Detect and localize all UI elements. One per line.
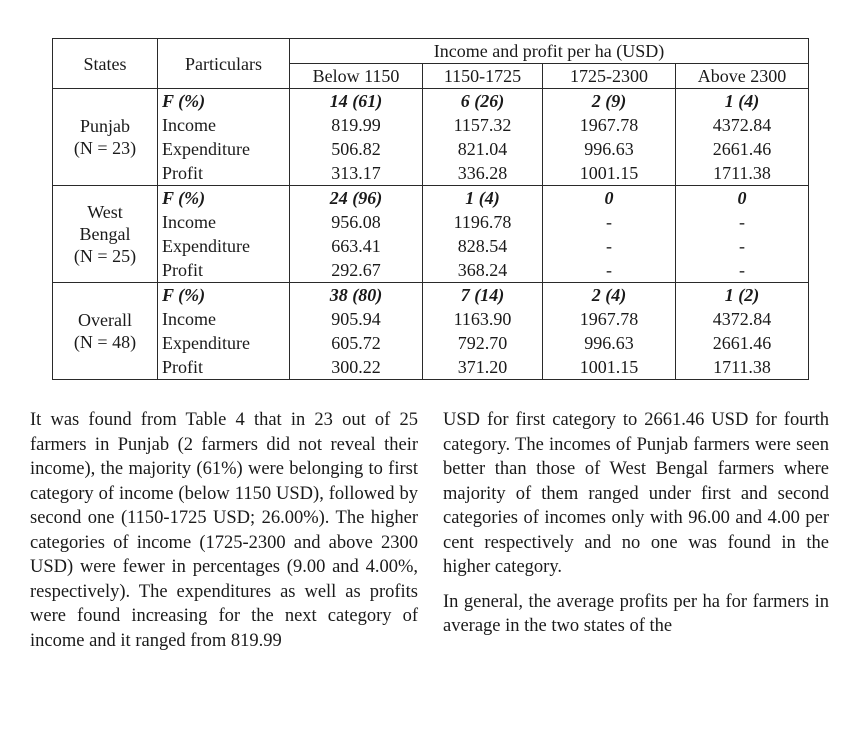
table-row [53, 161, 809, 186]
row-label: Expenditure [158, 234, 290, 258]
row-label: F (%) [158, 186, 290, 211]
table-cell: 663.41 [290, 234, 423, 258]
row-label: Income [158, 113, 290, 137]
table-cell: 1 (2) [676, 283, 809, 308]
table-row [53, 234, 809, 258]
table-cell: 2661.46 [676, 331, 809, 355]
state-n: (N = 25) [73, 246, 137, 266]
table-cell: 1 (4) [676, 89, 809, 114]
table-row [53, 258, 809, 283]
row-label: Profit [158, 258, 290, 283]
table-cell: 2 (9) [543, 89, 676, 114]
text-column-right [443, 408, 829, 649]
paragraph-right-2: In general, the average profits per ha for farmers in average in the two states of the [443, 591, 829, 636]
header-particulars: Particulars [158, 39, 290, 89]
table-row [53, 331, 809, 355]
paragraph-right-1: USD for first category to 2661.46 USD for fourth category. The incomes of Punjab farmers were seen better than those of West Bengal farmers where majority of them ranged under first and second categories of incomes only with 96.00 and 4.00 per cent respectively and no one was found in the higher category. [443, 410, 829, 577]
table-cell: 300.22 [290, 355, 423, 380]
paragraph-left: It was found from Table 4 that in 23 out of 25 farmers in Punjab (2 farmers did not reveal their income), the majority (61%) were belonging to first category of income (below 1150 USD), followed by second one (1150-1725 USD; 26.00%). The higher categories of income (1725-2300 and above 2300 USD) were fewer in percentages (9.00 and 4.00%, respectively). The expenditures as well as profits were found increasing for the next category of income and it ranged from 819.99 [30, 410, 418, 651]
row-label: Income [158, 210, 290, 234]
table-cell: - [676, 234, 809, 258]
header-income-group: Income and profit per ha (USD) [290, 39, 809, 64]
header-category-3: 1725-2300 [543, 64, 676, 89]
table-cell: 1001.15 [543, 355, 676, 380]
row-label: Expenditure [158, 137, 290, 161]
table-cell: 996.63 [543, 137, 676, 161]
state-name-2: Bengal [79, 224, 131, 244]
table-row [53, 89, 809, 114]
row-label: Expenditure [158, 331, 290, 355]
state-cell-punjab [53, 89, 158, 186]
table-cell: 336.28 [423, 161, 543, 186]
table-cell: 4372.84 [676, 113, 809, 137]
row-label: F (%) [158, 283, 290, 308]
table-cell: 0 [676, 186, 809, 211]
table-cell: 956.08 [290, 210, 423, 234]
table-cell: 0 [543, 186, 676, 211]
table-cell: 313.17 [290, 161, 423, 186]
table-cell: 1157.32 [423, 113, 543, 137]
income-profit-table-container [52, 38, 808, 380]
header-states: States [53, 39, 158, 89]
table-cell: 1711.38 [676, 161, 809, 186]
table-cell: 1001.15 [543, 161, 676, 186]
table-cell: - [676, 210, 809, 234]
table-cell: 1711.38 [676, 355, 809, 380]
table-cell: 792.70 [423, 331, 543, 355]
table-cell: 996.63 [543, 331, 676, 355]
table-cell: 368.24 [423, 258, 543, 283]
table-cell: 905.94 [290, 307, 423, 331]
header-row-1 [53, 39, 809, 64]
table-cell: 605.72 [290, 331, 423, 355]
state-cell-west-bengal [53, 186, 158, 283]
table-cell: 821.04 [423, 137, 543, 161]
row-label: F (%) [158, 89, 290, 114]
table-cell: 14 (61) [290, 89, 423, 114]
table-cell: 38 (80) [290, 283, 423, 308]
state-name: Overall [78, 310, 132, 330]
row-label: Income [158, 307, 290, 331]
table-cell: 292.67 [290, 258, 423, 283]
income-profit-table [52, 38, 809, 380]
table-row [53, 113, 809, 137]
table-cell: 1163.90 [423, 307, 543, 331]
table-row [53, 137, 809, 161]
table-cell: 4372.84 [676, 307, 809, 331]
table-cell: - [543, 234, 676, 258]
row-label: Profit [158, 355, 290, 380]
table-cell: 1196.78 [423, 210, 543, 234]
table-cell: 1967.78 [543, 113, 676, 137]
table-cell: 7 (14) [423, 283, 543, 308]
table-row [53, 355, 809, 380]
state-name: Punjab [79, 116, 130, 136]
table-row [53, 210, 809, 234]
table-cell: 819.99 [290, 113, 423, 137]
table-cell: - [543, 258, 676, 283]
state-name: West [87, 202, 123, 222]
table-cell: 1 (4) [423, 186, 543, 211]
row-label: Profit [158, 161, 290, 186]
state-cell-overall [53, 283, 158, 380]
table-cell: 506.82 [290, 137, 423, 161]
table-cell: 2661.46 [676, 137, 809, 161]
table-cell: 2 (4) [543, 283, 676, 308]
table-row [53, 186, 809, 211]
table-cell: 371.20 [423, 355, 543, 380]
header-category-1: Below 1150 [290, 64, 423, 89]
header-category-4: Above 2300 [676, 64, 809, 89]
table-cell: - [676, 258, 809, 283]
table-cell: 24 (96) [290, 186, 423, 211]
text-column-left [30, 408, 418, 663]
table-row [53, 283, 809, 308]
state-n: (N = 48) [73, 332, 137, 352]
table-row [53, 307, 809, 331]
table-cell: 6 (26) [423, 89, 543, 114]
table-cell: - [543, 210, 676, 234]
header-category-2: 1150-1725 [423, 64, 543, 89]
table-cell: 828.54 [423, 234, 543, 258]
table-cell: 1967.78 [543, 307, 676, 331]
state-n: (N = 23) [73, 138, 137, 158]
